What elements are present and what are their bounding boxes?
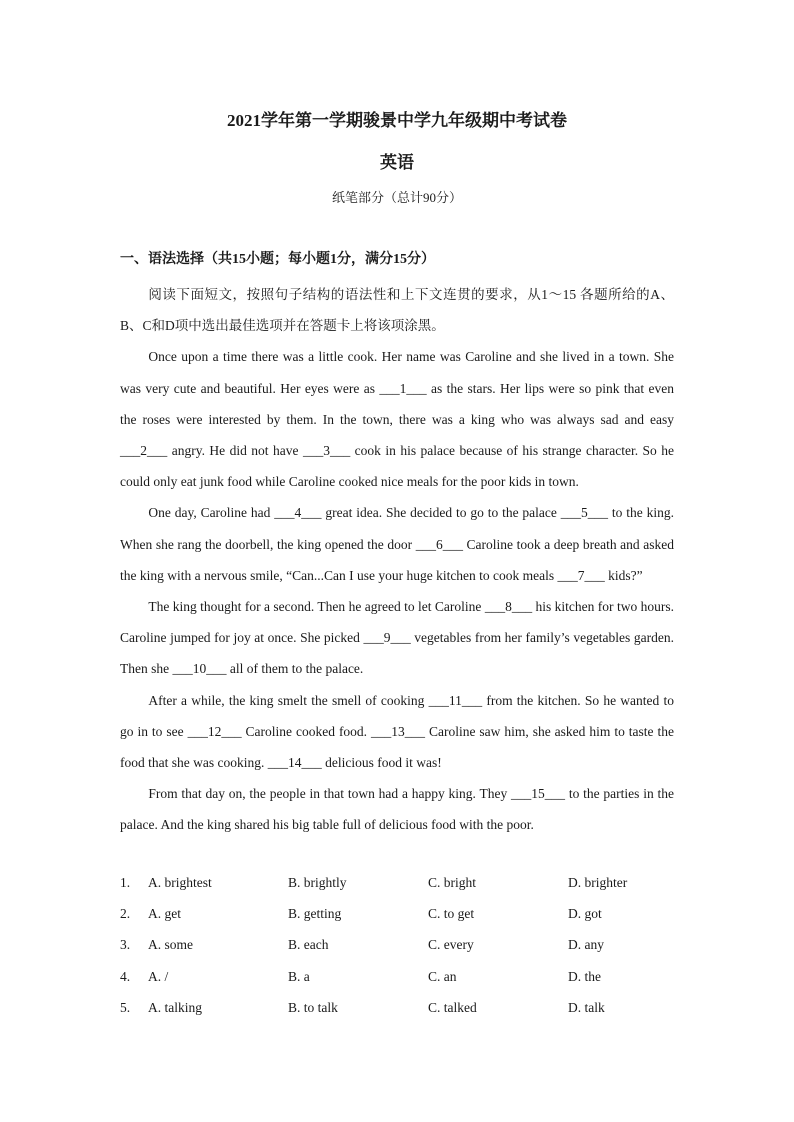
option-c: C. bright <box>428 875 477 890</box>
option-b: B. each <box>288 937 329 953</box>
question-number: 1. <box>120 875 131 890</box>
option-c: C. every <box>428 937 474 953</box>
exam-subtitle: 纸笔部分（总计90分） <box>331 190 462 205</box>
question-number: 5. <box>120 999 131 1015</box>
instructions-paragraph: 阅读下面短文，按照句子结构的语法性和上下文连贯的要求，从1～15 各题所给的A、B、C和D项中选出最佳选项并在答题卡上将该项涂黑。 <box>120 287 674 334</box>
question-number: 3. <box>120 937 131 953</box>
exam-title: 2021学年第一学期骏景中学九年级期中考试卷 <box>227 111 567 130</box>
option-a: A. talking <box>148 999 202 1015</box>
option-a: A. / <box>148 968 169 984</box>
option-a: A. some <box>148 937 193 953</box>
option-b: B. getting <box>288 906 342 922</box>
question-number: 2. <box>120 906 131 922</box>
subject-title: 英语 <box>380 153 414 172</box>
option-d: D. got <box>568 906 602 922</box>
option-d: D. the <box>568 968 601 984</box>
option-a: A. brightest <box>148 875 212 890</box>
option-b: B. brightly <box>288 875 347 890</box>
question-row <box>120 898 680 929</box>
question-row <box>120 961 680 992</box>
option-c: C. an <box>428 968 457 984</box>
option-d: D. brighter <box>568 875 628 890</box>
passage-paragraph: From that day on, the people in that town had a happy king. They ___15___ to the parties in the palace. And the king shared his big table full of delicious food with the poor. <box>120 786 674 833</box>
section-heading: 一、语法选择（共15小题；每小题1分，满分15分） <box>120 252 435 267</box>
question-number: 4. <box>120 968 131 984</box>
question-row <box>120 867 680 898</box>
question-row <box>120 929 680 960</box>
option-b: B. to talk <box>288 999 338 1015</box>
option-b: B. a <box>288 968 310 984</box>
passage <box>120 279 674 841</box>
passage-paragraph: The king thought for a second. Then he agreed to let Caroline ___8___ his kitchen for two hours. Caroline jumped for joy at once. She picked ___9___ vegetables from her family’s vegetables garden. Then she ___10___ all of them to the palace. <box>120 599 674 677</box>
passage-paragraph: Once upon a time there was a little cook. Her name was Caroline and she lived in a town. She was very cute and beautiful. Her eyes were as ___1___ as the stars. Her lips were so pink that even the roses were interested by them. In the town, there was a king who was always sad and easy ___2___ angry. He did not have ___3___ cook in his palace because of his strange character. So he could only eat junk food while Caroline cooked nice meals for the poor kids in town. <box>120 349 674 490</box>
option-d: D. talk <box>568 999 605 1015</box>
option-a: A. get <box>148 906 181 922</box>
option-c: C. talked <box>428 999 477 1015</box>
question-options <box>120 867 680 1023</box>
question-row <box>120 992 680 1023</box>
option-d: D. any <box>568 937 604 953</box>
passage-paragraph: One day, Caroline had ___4___ great idea. She decided to go to the palace ___5___ to the king. When she rang the doorbell, the king opened the door ___6___ Caroline took a deep breath and asked the king with a nervous smile, “Can...Can I use your huge kitchen to cook meals ___7___ kids?” <box>120 505 674 583</box>
passage-paragraph: After a while, the king smelt the smell of cooking ___11___ from the kitchen. So he wanted to go in to see ___12___ Caroline cooked food. ___13___ Caroline saw him, she asked him to taste the food that she was cooking. ___14___ delicious food it was! <box>120 692 674 771</box>
option-c: C. to get <box>428 906 475 922</box>
